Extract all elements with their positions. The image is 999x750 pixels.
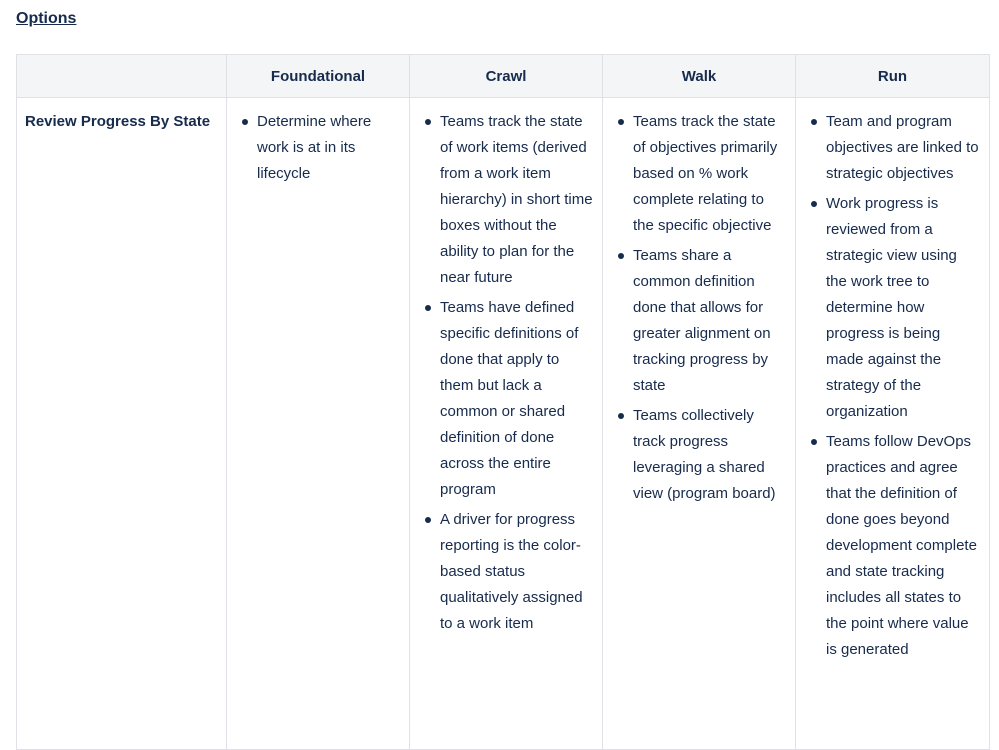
bullet-icon [425,305,431,311]
bullet-icon [811,119,817,125]
list-item: A driver for progress reporting is the color-based status qualitatively assigned to a work item [440,507,594,637]
list-item: Teams collectively track progress leveraging a shared view (program board) [633,403,787,507]
list-item: Teams track the state of objectives primarily based on % work complete relating to the specific objective [633,109,787,239]
column-header-foundational: Foundational [227,55,410,98]
bullet-list [611,109,787,507]
list-item: Teams have defined specific definitions of done that apply to them but lack a common or shared definition of done across the entire program [440,295,594,503]
list-item: Team and program objectives are linked to strategic objectives [826,109,981,187]
list-item: Teams track the state of work items (derived from a work item hierarchy) in short time boxes without the ability to plan for the near future [440,109,594,291]
column-header-empty [17,55,227,98]
bullet-icon [425,517,431,523]
bullet-icon [618,253,624,259]
maturity-table [16,54,990,750]
list-item: Determine where work is at in its lifecycle [257,109,401,187]
table-header-row [17,55,990,98]
list-item: Teams follow DevOps practices and agree that the definition of done goes beyond development complete and state tracking includes all states to the point where value is generated [826,429,981,663]
table-row [17,98,990,750]
row-header-review-progress: Review Progress By State [17,98,227,750]
bullet-icon [618,413,624,419]
cell-crawl [410,98,603,750]
cell-walk [603,98,796,750]
bullet-list [235,109,401,187]
bullet-list [418,109,594,637]
cell-run [796,98,990,750]
list-item: Teams share a common definition done that allows for greater alignment on tracking progress by state [633,243,787,399]
bullet-icon [242,119,248,125]
column-header-walk: Walk [603,55,796,98]
column-header-crawl: Crawl [410,55,603,98]
bullet-list [804,109,981,663]
bullet-icon [811,201,817,207]
bullet-icon [425,119,431,125]
cell-foundational [227,98,410,750]
bullet-icon [811,439,817,445]
bullet-icon [618,119,624,125]
column-header-run: Run [796,55,990,98]
list-item: Work progress is reviewed from a strategic view using the work tree to determine how progress is being made against the strategy of the organization [826,191,981,425]
options-link[interactable]: Options [16,10,77,27]
